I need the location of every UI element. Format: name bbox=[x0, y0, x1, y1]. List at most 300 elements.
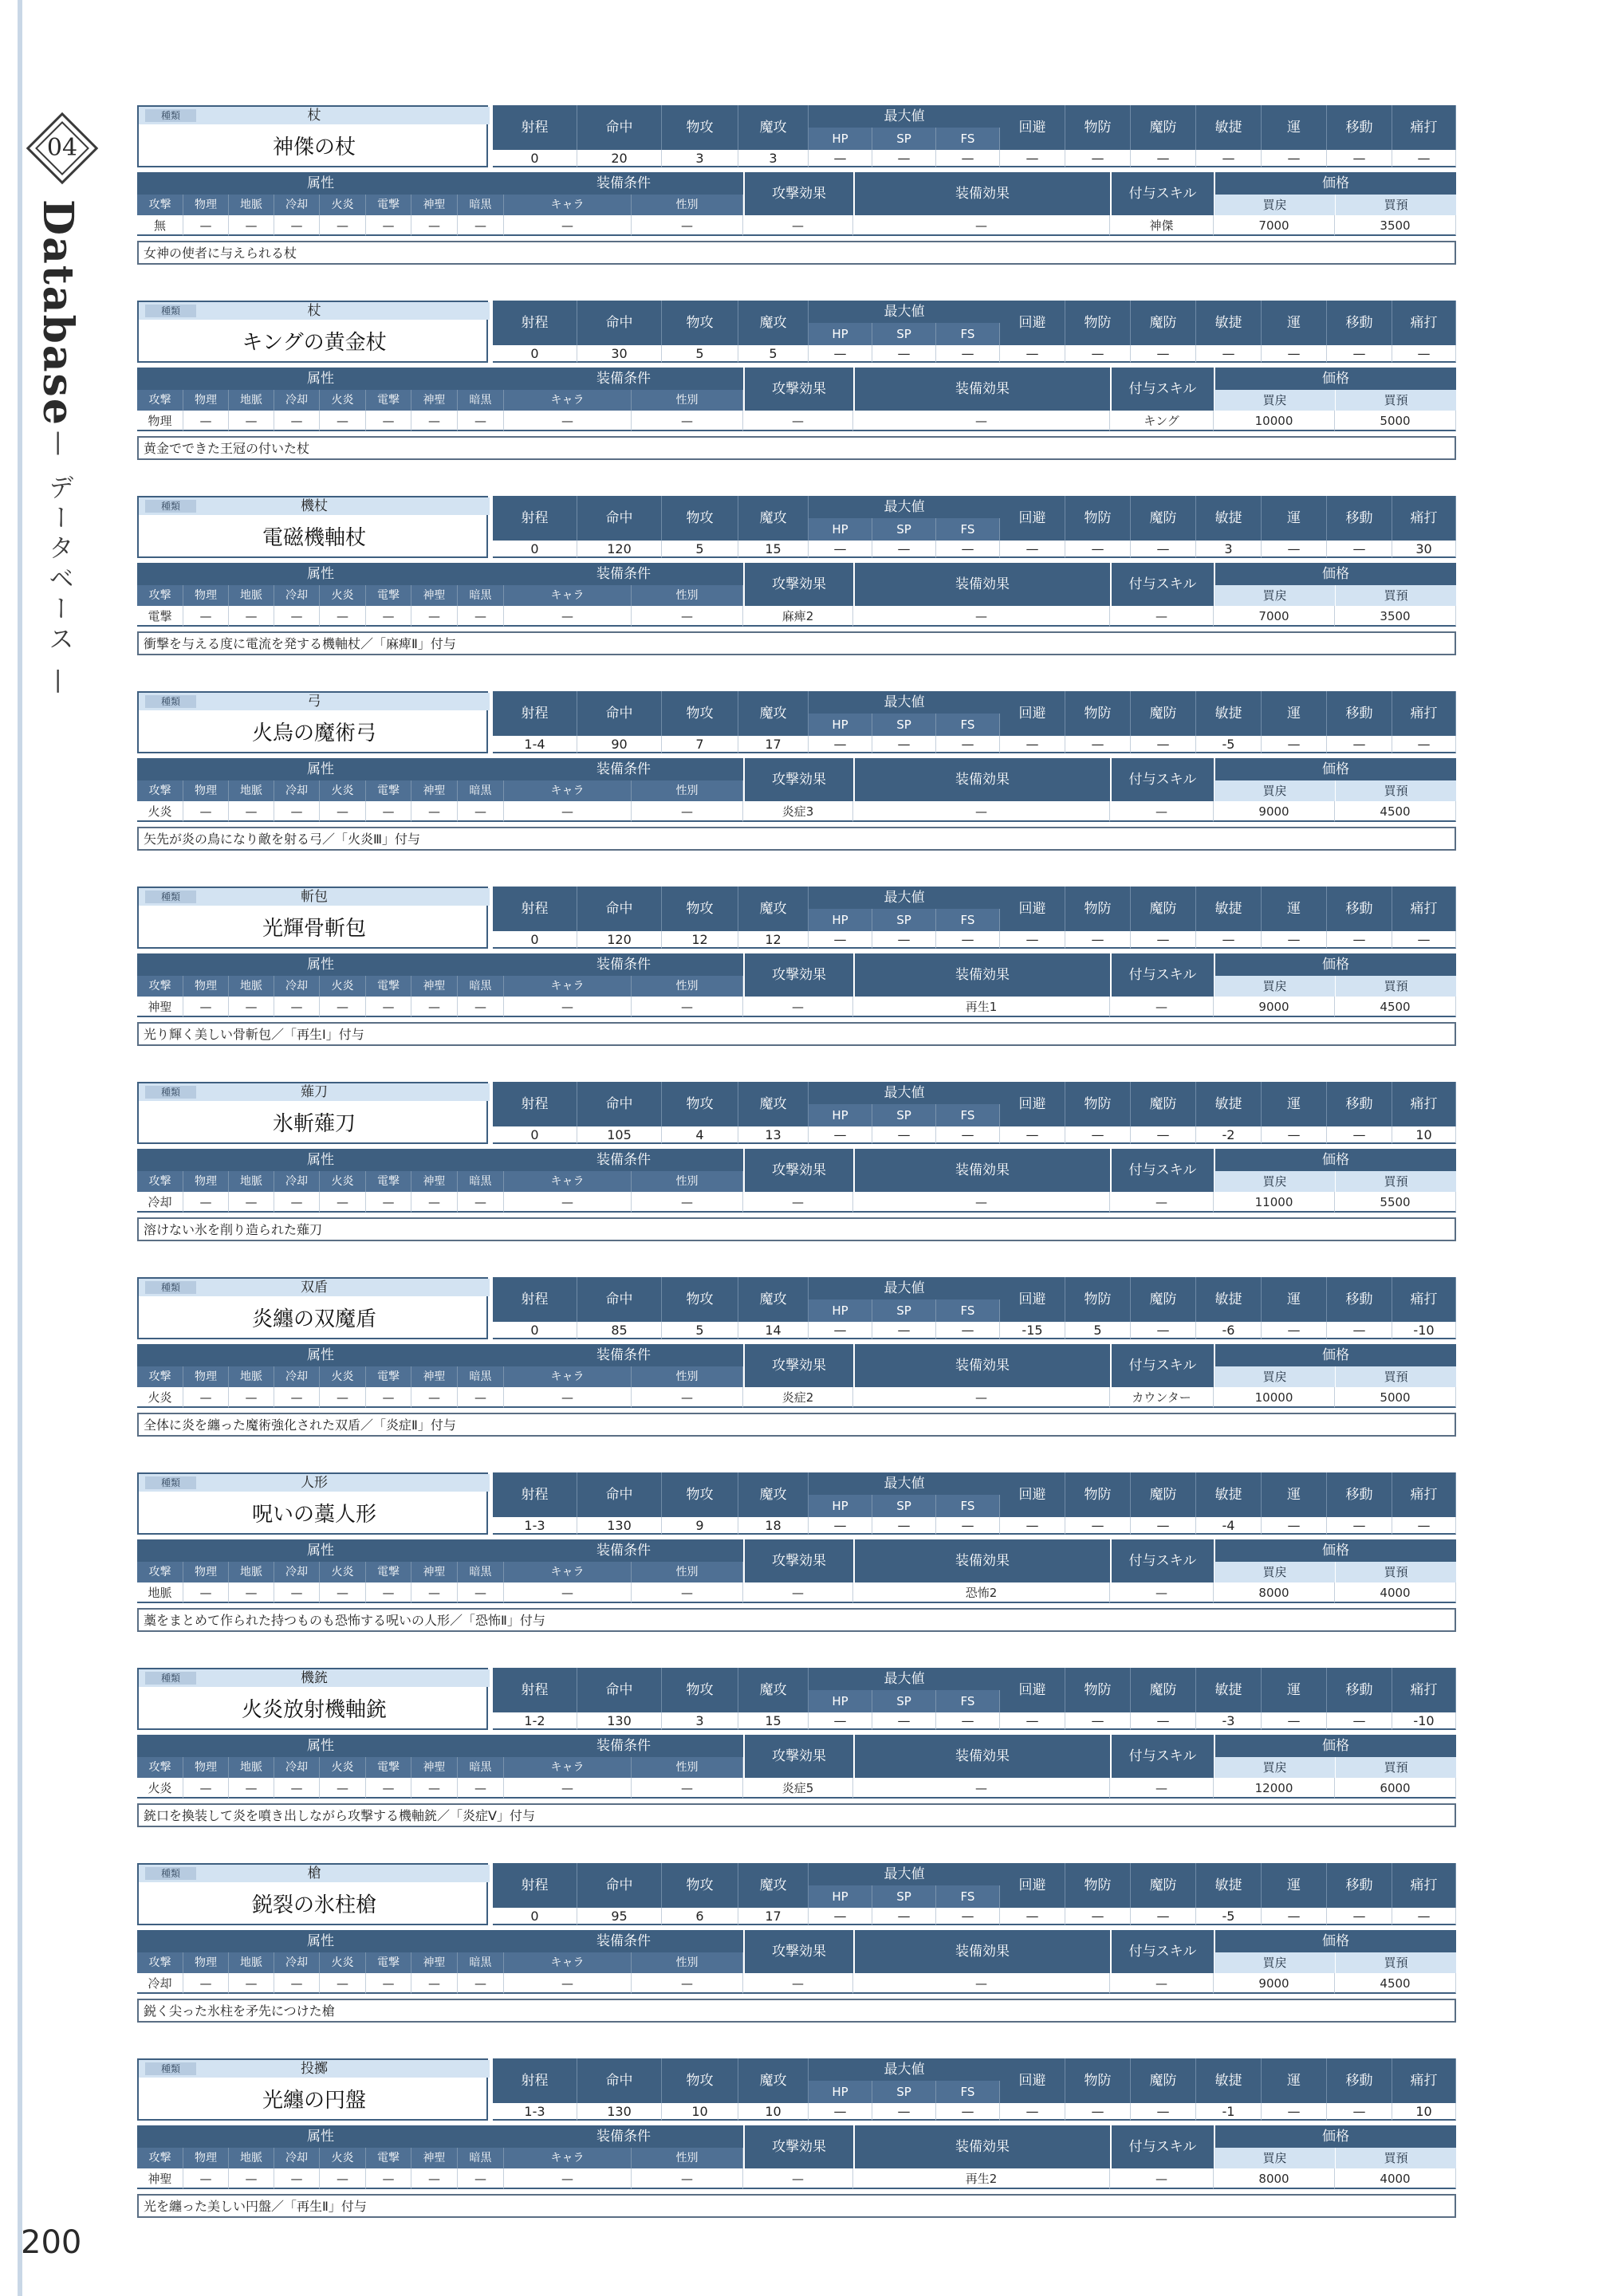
stat-value-sp: — bbox=[872, 931, 936, 949]
stat-value-eva: — bbox=[1000, 541, 1065, 558]
stat-value-eva: — bbox=[1000, 736, 1065, 753]
attr-label-earth: 地脈 bbox=[229, 2148, 274, 2168]
stat-header-move: 移動 bbox=[1327, 105, 1392, 150]
chara-label: キャラ bbox=[504, 1171, 632, 1192]
stat-value-mdef: — bbox=[1131, 1517, 1196, 1535]
stat-header-patk: 物攻 bbox=[662, 1082, 738, 1126]
stat-value-crit: — bbox=[1392, 1517, 1456, 1535]
attr-value-dark: — bbox=[458, 606, 504, 627]
buy-label: 買戻 bbox=[1214, 780, 1335, 801]
chara-label: キャラ bbox=[504, 976, 632, 997]
stat-header-matk: 魔攻 bbox=[738, 105, 809, 150]
stat-value-fs: — bbox=[936, 1322, 1000, 1339]
attr-label-earth: 地脈 bbox=[229, 1562, 274, 1582]
stat-header-pdef: 物防 bbox=[1065, 887, 1131, 931]
detail-row bbox=[137, 368, 1456, 431]
attr-label-dark: 暗黒 bbox=[458, 390, 504, 411]
stat-value-range: 0 bbox=[493, 345, 577, 363]
attr-value-earth: — bbox=[229, 1192, 274, 1213]
sell-value: 5000 bbox=[1335, 411, 1456, 431]
stat-value-matk: 15 bbox=[738, 1712, 809, 1730]
equip-effect-header: 装備効果 bbox=[853, 368, 1110, 411]
attr-value-holy: — bbox=[411, 1192, 458, 1213]
attr-value-earth: — bbox=[229, 215, 274, 236]
attr-label-cold: 冷却 bbox=[274, 976, 320, 997]
stat-value-matk: 14 bbox=[738, 1322, 809, 1339]
weapon-kind: 弓 bbox=[307, 694, 321, 710]
stat-header-range: 射程 bbox=[493, 1472, 577, 1517]
skill-value: — bbox=[1110, 1973, 1214, 1994]
attr-label-earth: 地脈 bbox=[229, 1366, 274, 1387]
attr-label-earth: 地脈 bbox=[229, 390, 274, 411]
sell-label: 買預 bbox=[1335, 1757, 1456, 1778]
stat-value-crit: 10 bbox=[1392, 2103, 1456, 2121]
stat-value-matk: 10 bbox=[738, 2103, 809, 2121]
attr-label-attack: 攻撃 bbox=[137, 1952, 183, 1973]
gender-value: — bbox=[632, 1778, 743, 1799]
skill-header: 付与スキル bbox=[1110, 368, 1214, 411]
attr-label-dark: 暗黒 bbox=[458, 1171, 504, 1192]
weapon-kind: 薙刀 bbox=[301, 1084, 328, 1100]
weapon-kind: 機杖 bbox=[301, 498, 328, 514]
skill-value: — bbox=[1110, 1192, 1214, 1213]
sell-value: 6000 bbox=[1335, 1778, 1456, 1799]
sell-value: 4500 bbox=[1335, 997, 1456, 1017]
stat-header-luck: 運 bbox=[1262, 496, 1327, 541]
attr-value-attack: 神聖 bbox=[137, 2168, 183, 2189]
price-header: 価格 bbox=[1214, 1344, 1456, 1366]
stat-header-fs: FS bbox=[936, 909, 1000, 931]
stat-header-agi: 敏捷 bbox=[1196, 887, 1262, 931]
atk-effect-header: 攻撃効果 bbox=[743, 1344, 853, 1387]
attr-label-holy: 神聖 bbox=[411, 780, 458, 801]
stat-header-hit: 命中 bbox=[577, 887, 662, 931]
stat-value-agi: — bbox=[1196, 345, 1262, 363]
stat-value-sp: — bbox=[872, 2103, 936, 2121]
attr-label-elec: 電撃 bbox=[366, 2148, 411, 2168]
attr-label-elec: 電撃 bbox=[366, 1366, 411, 1387]
stat-value-agi: -5 bbox=[1196, 1908, 1262, 1925]
stat-value-hit: 120 bbox=[577, 931, 662, 949]
price-header: 価格 bbox=[1214, 953, 1456, 976]
atk-effect-header: 攻撃効果 bbox=[743, 563, 853, 606]
stat-value-eva: -15 bbox=[1000, 1322, 1065, 1339]
stat-value-hit: 20 bbox=[577, 150, 662, 167]
equip-cond-header: 装備条件 bbox=[504, 1539, 743, 1562]
atk-effect-header: 攻撃効果 bbox=[743, 172, 853, 215]
stat-value-agi: -5 bbox=[1196, 736, 1262, 753]
weapon-kind: 槍 bbox=[307, 1866, 321, 1881]
stat-header-eva: 回避 bbox=[1000, 1863, 1065, 1908]
attr-value-elec: — bbox=[366, 1582, 411, 1603]
attr-value-fire: — bbox=[320, 1973, 366, 1994]
attr-header: 属性 bbox=[137, 368, 504, 390]
attr-header: 属性 bbox=[137, 172, 504, 195]
gender-value: — bbox=[632, 2168, 743, 2189]
stat-value-patk: 12 bbox=[662, 931, 738, 949]
sell-label: 買預 bbox=[1335, 1952, 1456, 1973]
attr-value-earth: — bbox=[229, 801, 274, 822]
stat-value-crit: -10 bbox=[1392, 1712, 1456, 1730]
stat-value-range: 0 bbox=[493, 1126, 577, 1144]
sell-label: 買預 bbox=[1335, 585, 1456, 606]
weapon-name: 炎纏の双魔盾 bbox=[251, 1307, 376, 1331]
stat-header-mdef: 魔防 bbox=[1131, 1277, 1196, 1322]
equip-cond-header: 装備条件 bbox=[504, 953, 743, 976]
gender-label: 性別 bbox=[632, 585, 743, 606]
stat-header-sp: SP bbox=[872, 323, 936, 345]
skill-header: 付与スキル bbox=[1110, 1735, 1214, 1778]
chara-value: — bbox=[504, 1192, 632, 1213]
buy-value: 9000 bbox=[1214, 801, 1335, 822]
stat-value-mdef: — bbox=[1131, 1322, 1196, 1339]
weapon-description: 溶けない氷を削り造られた薙刀 bbox=[137, 1217, 1456, 1241]
stat-header-hp: HP bbox=[809, 1690, 872, 1712]
attr-value-fire: — bbox=[320, 801, 366, 822]
stat-header-pdef: 物防 bbox=[1065, 105, 1131, 150]
attr-value-physical: — bbox=[183, 1778, 229, 1799]
weapon-description: 銃口を換装して炎を噴き出しながら攻撃する機軸銃／「炎症Ⅴ」付与 bbox=[137, 1803, 1456, 1827]
attr-label-elec: 電撃 bbox=[366, 390, 411, 411]
buy-label: 買戻 bbox=[1214, 1562, 1335, 1582]
atk-effect-value: 炎症3 bbox=[743, 801, 853, 822]
stat-header-hit: 命中 bbox=[577, 105, 662, 150]
stat-header-move: 移動 bbox=[1327, 496, 1392, 541]
stat-header-hp: HP bbox=[809, 518, 872, 541]
stat-value-sp: — bbox=[872, 1322, 936, 1339]
attr-value-earth: — bbox=[229, 1778, 274, 1799]
stat-header-hp: HP bbox=[809, 714, 872, 736]
attr-value-fire: — bbox=[320, 1582, 366, 1603]
attr-label-cold: 冷却 bbox=[274, 1952, 320, 1973]
attr-value-attack: 地脈 bbox=[137, 1582, 183, 1603]
attr-value-fire: — bbox=[320, 1192, 366, 1213]
attr-label-holy: 神聖 bbox=[411, 1562, 458, 1582]
equip-effect-header: 装備効果 bbox=[853, 1149, 1110, 1192]
attr-label-elec: 電撃 bbox=[366, 585, 411, 606]
attr-label-cold: 冷却 bbox=[274, 585, 320, 606]
attr-value-elec: — bbox=[366, 411, 411, 431]
buy-label: 買戻 bbox=[1214, 2148, 1335, 2168]
chara-label: キャラ bbox=[504, 780, 632, 801]
equip-effect-value: — bbox=[853, 1192, 1110, 1213]
page-number: 200 bbox=[21, 2224, 82, 2261]
attr-value-physical: — bbox=[183, 801, 229, 822]
stat-value-move: — bbox=[1327, 1322, 1392, 1339]
stat-header-agi: 敏捷 bbox=[1196, 1668, 1262, 1712]
stat-value-move: — bbox=[1327, 1712, 1392, 1730]
stat-value-pdef: — bbox=[1065, 1908, 1131, 1925]
weapon-entry bbox=[137, 1863, 1456, 2046]
sell-value: 4000 bbox=[1335, 2168, 1456, 2189]
stat-header-max: 最大値 bbox=[809, 691, 1000, 714]
stat-value-hit: 130 bbox=[577, 1712, 662, 1730]
stat-header-pdef: 物防 bbox=[1065, 691, 1131, 736]
atk-effect-value: — bbox=[743, 215, 853, 236]
weapon-description: 全体に炎を纏った魔術強化された双盾／「炎症Ⅱ」付与 bbox=[137, 1413, 1456, 1437]
attr-label-cold: 冷却 bbox=[274, 1366, 320, 1387]
stat-value-agi: 3 bbox=[1196, 541, 1262, 558]
stat-header-hit: 命中 bbox=[577, 691, 662, 736]
stat-header-crit: 痛打 bbox=[1392, 301, 1456, 345]
stat-header-fs: FS bbox=[936, 128, 1000, 150]
attr-label-physical: 物理 bbox=[183, 780, 229, 801]
attr-label-earth: 地脈 bbox=[229, 195, 274, 215]
detail-row bbox=[137, 1930, 1456, 1994]
weapon-kind: 斬包 bbox=[301, 889, 328, 905]
gender-label: 性別 bbox=[632, 1952, 743, 1973]
attr-value-attack: 冷却 bbox=[137, 1973, 183, 1994]
stat-value-move: — bbox=[1327, 541, 1392, 558]
stat-header-eva: 回避 bbox=[1000, 1082, 1065, 1126]
kind-label: 種類 bbox=[145, 1672, 196, 1685]
stat-header-crit: 痛打 bbox=[1392, 1668, 1456, 1712]
atk-effect-value: — bbox=[743, 1973, 853, 1994]
stat-header-matk: 魔攻 bbox=[738, 1863, 809, 1908]
atk-effect-value: 麻痺2 bbox=[743, 606, 853, 627]
stat-header-move: 移動 bbox=[1327, 1277, 1392, 1322]
stat-header-patk: 物攻 bbox=[662, 301, 738, 345]
stat-value-mdef: — bbox=[1131, 150, 1196, 167]
stat-header-crit: 痛打 bbox=[1392, 496, 1456, 541]
attr-label-holy: 神聖 bbox=[411, 195, 458, 215]
skill-value: — bbox=[1110, 801, 1214, 822]
attr-value-fire: — bbox=[320, 2168, 366, 2189]
attr-value-dark: — bbox=[458, 1973, 504, 1994]
stat-value-crit: — bbox=[1392, 1908, 1456, 1925]
stat-header-patk: 物攻 bbox=[662, 691, 738, 736]
gender-value: — bbox=[632, 1192, 743, 1213]
stat-header-mdef: 魔防 bbox=[1131, 1668, 1196, 1712]
attr-label-attack: 攻撃 bbox=[137, 780, 183, 801]
weapon-description: 鋭く尖った氷柱を矛先につけた槍 bbox=[137, 1999, 1456, 2023]
stat-value-move: — bbox=[1327, 1517, 1392, 1535]
equip-effect-header: 装備効果 bbox=[853, 563, 1110, 606]
stat-value-eva: — bbox=[1000, 1712, 1065, 1730]
stat-value-pdef: — bbox=[1065, 150, 1131, 167]
stat-value-move: — bbox=[1327, 1908, 1392, 1925]
stat-header-fs: FS bbox=[936, 714, 1000, 736]
equip-effect-value: — bbox=[853, 1387, 1110, 1408]
attr-label-fire: 火炎 bbox=[320, 976, 366, 997]
stat-header-pdef: 物防 bbox=[1065, 1082, 1131, 1126]
weapon-name-box bbox=[137, 2058, 488, 2121]
kind-label: 種類 bbox=[145, 305, 196, 317]
skill-value: — bbox=[1110, 997, 1214, 1017]
weapon-entry bbox=[137, 1277, 1456, 1461]
stat-header-sp: SP bbox=[872, 2081, 936, 2103]
buy-label: 買戻 bbox=[1214, 1952, 1335, 1973]
attr-value-dark: — bbox=[458, 2168, 504, 2189]
attr-label-fire: 火炎 bbox=[320, 1952, 366, 1973]
sell-value: 5500 bbox=[1335, 1192, 1456, 1213]
detail-row bbox=[137, 172, 1456, 236]
stat-header-luck: 運 bbox=[1262, 1472, 1327, 1517]
stat-value-hit: 30 bbox=[577, 345, 662, 363]
attr-value-fire: — bbox=[320, 1387, 366, 1408]
weapon-description: 女神の使者に与えられる杖 bbox=[137, 241, 1456, 265]
weapon-entry bbox=[137, 301, 1456, 484]
stat-header-range: 射程 bbox=[493, 301, 577, 345]
stat-value-luck: — bbox=[1262, 2103, 1327, 2121]
atk-effect-value: — bbox=[743, 2168, 853, 2189]
stat-header-luck: 運 bbox=[1262, 1082, 1327, 1126]
stat-value-fs: — bbox=[936, 345, 1000, 363]
price-header: 価格 bbox=[1214, 1149, 1456, 1171]
sell-label: 買預 bbox=[1335, 2148, 1456, 2168]
stat-header-hp: HP bbox=[809, 1299, 872, 1322]
stat-header-sp: SP bbox=[872, 1495, 936, 1517]
stat-value-hp: — bbox=[809, 150, 872, 167]
stat-header-crit: 痛打 bbox=[1392, 887, 1456, 931]
stat-header-hp: HP bbox=[809, 1104, 872, 1126]
buy-label: 買戻 bbox=[1214, 390, 1335, 411]
attr-label-attack: 攻撃 bbox=[137, 390, 183, 411]
stat-value-pdef: — bbox=[1065, 2103, 1131, 2121]
weapon-name: 火炎放射機軸銃 bbox=[241, 1698, 387, 1722]
skill-value: — bbox=[1110, 2168, 1214, 2189]
stat-value-sp: — bbox=[872, 1908, 936, 1925]
weapon-description: 黄金でできた王冠の付いた杖 bbox=[137, 436, 1456, 460]
stat-header-max: 最大値 bbox=[809, 2058, 1000, 2081]
stat-header-agi: 敏捷 bbox=[1196, 1082, 1262, 1126]
equip-cond-header: 装備条件 bbox=[504, 2125, 743, 2148]
stat-header-fs: FS bbox=[936, 1495, 1000, 1517]
stat-header-crit: 痛打 bbox=[1392, 1277, 1456, 1322]
stat-header-move: 移動 bbox=[1327, 887, 1392, 931]
attr-value-cold: — bbox=[274, 411, 320, 431]
stat-value-hp: — bbox=[809, 345, 872, 363]
section-subtitle: — データベース — bbox=[45, 431, 75, 699]
attr-value-attack: 物理 bbox=[137, 411, 183, 431]
attr-label-dark: 暗黒 bbox=[458, 976, 504, 997]
weapon-name: 呪いの藁人形 bbox=[251, 1503, 376, 1527]
sell-label: 買預 bbox=[1335, 976, 1456, 997]
attr-label-attack: 攻撃 bbox=[137, 1171, 183, 1192]
weapon-name-box bbox=[137, 887, 488, 949]
atk-effect-header: 攻撃効果 bbox=[743, 1149, 853, 1192]
attr-value-cold: — bbox=[274, 606, 320, 627]
weapon-name: 神傑の杖 bbox=[272, 136, 356, 159]
gender-value: — bbox=[632, 1973, 743, 1994]
price-header: 価格 bbox=[1214, 1735, 1456, 1757]
price-header: 価格 bbox=[1214, 172, 1456, 195]
stat-value-matk: 15 bbox=[738, 541, 809, 558]
stat-value-crit: — bbox=[1392, 345, 1456, 363]
attr-label-fire: 火炎 bbox=[320, 195, 366, 215]
stat-header-luck: 運 bbox=[1262, 691, 1327, 736]
equip-cond-header: 装備条件 bbox=[504, 368, 743, 390]
attr-header: 属性 bbox=[137, 563, 504, 585]
atk-effect-value: 炎症2 bbox=[743, 1387, 853, 1408]
weapon-kind: 人形 bbox=[301, 1475, 328, 1491]
stat-header-pdef: 物防 bbox=[1065, 1863, 1131, 1908]
stat-header-move: 移動 bbox=[1327, 2058, 1392, 2103]
stat-value-luck: — bbox=[1262, 1517, 1327, 1535]
chara-value: — bbox=[504, 1582, 632, 1603]
sell-value: 4500 bbox=[1335, 1973, 1456, 1994]
section-title: Database bbox=[33, 199, 82, 427]
weapon-kind: 双盾 bbox=[301, 1280, 328, 1295]
stat-header-hp: HP bbox=[809, 2081, 872, 2103]
stat-value-eva: — bbox=[1000, 931, 1065, 949]
chara-label: キャラ bbox=[504, 1366, 632, 1387]
attr-label-physical: 物理 bbox=[183, 390, 229, 411]
stat-value-move: — bbox=[1327, 931, 1392, 949]
stat-value-sp: — bbox=[872, 1517, 936, 1535]
attr-value-cold: — bbox=[274, 997, 320, 1017]
stat-value-pdef: — bbox=[1065, 1126, 1131, 1144]
attr-label-holy: 神聖 bbox=[411, 976, 458, 997]
attr-label-dark: 暗黒 bbox=[458, 1757, 504, 1778]
stat-header-eva: 回避 bbox=[1000, 1472, 1065, 1517]
attr-label-physical: 物理 bbox=[183, 585, 229, 606]
attr-value-dark: — bbox=[458, 801, 504, 822]
attr-label-attack: 攻撃 bbox=[137, 2148, 183, 2168]
stat-value-patk: 4 bbox=[662, 1126, 738, 1144]
attr-label-fire: 火炎 bbox=[320, 1171, 366, 1192]
attr-label-attack: 攻撃 bbox=[137, 195, 183, 215]
stat-value-hit: 130 bbox=[577, 2103, 662, 2121]
stat-header-mdef: 魔防 bbox=[1131, 1863, 1196, 1908]
stat-header-agi: 敏捷 bbox=[1196, 301, 1262, 345]
equip-effect-header: 装備効果 bbox=[853, 1930, 1110, 1973]
attr-label-holy: 神聖 bbox=[411, 390, 458, 411]
attr-label-dark: 暗黒 bbox=[458, 2148, 504, 2168]
skill-header: 付与スキル bbox=[1110, 172, 1214, 215]
equip-effect-value: 恐怖2 bbox=[853, 1582, 1110, 1603]
stat-value-pdef: 5 bbox=[1065, 1322, 1131, 1339]
stat-header-luck: 運 bbox=[1262, 1668, 1327, 1712]
attr-label-earth: 地脈 bbox=[229, 780, 274, 801]
gender-value: — bbox=[632, 411, 743, 431]
buy-value: 7000 bbox=[1214, 606, 1335, 627]
gender-label: 性別 bbox=[632, 1757, 743, 1778]
stat-header-sp: SP bbox=[872, 1104, 936, 1126]
detail-row bbox=[137, 1149, 1456, 1213]
equip-effect-header: 装備効果 bbox=[853, 172, 1110, 215]
stat-header-fs: FS bbox=[936, 518, 1000, 541]
attr-value-physical: — bbox=[183, 997, 229, 1017]
weapon-entry bbox=[137, 1668, 1456, 1851]
buy-value: 9000 bbox=[1214, 1973, 1335, 1994]
gender-label: 性別 bbox=[632, 780, 743, 801]
stat-value-luck: — bbox=[1262, 1322, 1327, 1339]
sell-label: 買預 bbox=[1335, 1562, 1456, 1582]
stat-value-hit: 90 bbox=[577, 736, 662, 753]
attr-label-elec: 電撃 bbox=[366, 1562, 411, 1582]
equip-effect-header: 装備効果 bbox=[853, 1344, 1110, 1387]
stat-value-patk: 6 bbox=[662, 1908, 738, 1925]
attr-value-attack: 電撃 bbox=[137, 606, 183, 627]
skill-header: 付与スキル bbox=[1110, 2125, 1214, 2168]
stat-header-range: 射程 bbox=[493, 1863, 577, 1908]
stat-value-range: 0 bbox=[493, 150, 577, 167]
gender-value: — bbox=[632, 1582, 743, 1603]
stat-value-hit: 130 bbox=[577, 1517, 662, 1535]
attr-label-fire: 火炎 bbox=[320, 1366, 366, 1387]
stat-value-luck: — bbox=[1262, 150, 1327, 167]
weapon-name-box bbox=[137, 1082, 488, 1144]
stat-value-crit: 30 bbox=[1392, 541, 1456, 558]
stat-header-patk: 物攻 bbox=[662, 1863, 738, 1908]
attr-label-cold: 冷却 bbox=[274, 780, 320, 801]
stat-value-agi: -2 bbox=[1196, 1126, 1262, 1144]
stat-value-luck: — bbox=[1262, 931, 1327, 949]
stat-value-fs: — bbox=[936, 2103, 1000, 2121]
chara-value: — bbox=[504, 1973, 632, 1994]
kind-label: 種類 bbox=[145, 500, 196, 513]
